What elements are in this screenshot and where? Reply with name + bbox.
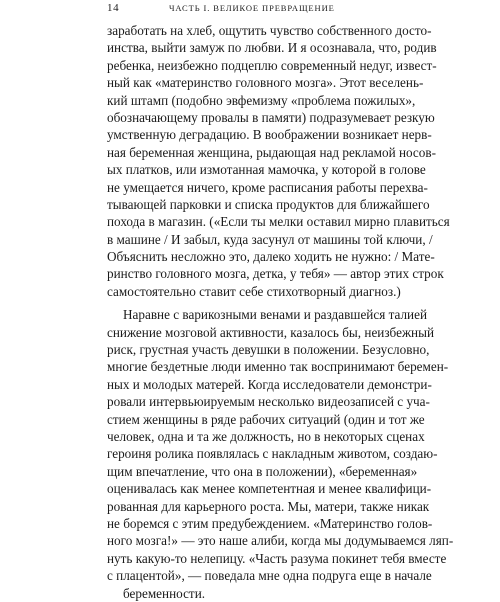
text-line: ных и молодых матерей. Когда исследователи демонстри- — [107, 376, 432, 392]
text-line: умственную деградацию. В воображении возникает нерв- — [107, 127, 432, 143]
text-line: ых платков, или измотанная мамочка, у которой в голове — [107, 162, 426, 178]
text-line: героиня ролика появлялась с накладным животом, создаю- — [107, 446, 438, 462]
paragraph — [107, 22, 450, 300]
text-line: кий штамп (подобно эвфемизму «проблема пожилых», — [107, 92, 416, 108]
text-line: в машине / И забыл, куда засунул от машины той ключи, / — [107, 231, 433, 247]
paragraph — [107, 306, 454, 602]
page-header — [107, 2, 407, 16]
text-line: многие бездетные люди именно так воспринимают беремен- — [107, 359, 449, 375]
text-line: ребенка, неизбежно подцеплю современный недуг, извест- — [107, 57, 437, 73]
text-line: щим впечатление, что она в положении), «беременная» — [107, 463, 418, 479]
running-head: ЧАСТЬ I. ВЕЛИКОЕ ПРЕВРАЩЕНИЕ — [169, 3, 335, 13]
text-line: с плацентой», — поведала мне одна подруга еще в начале — [107, 568, 432, 584]
text-line: стием женщины в ряде рабочих ситуаций (один и тот же — [107, 411, 425, 427]
text-line: заработать на хлеб, ощутить чувство собственного досто- — [107, 23, 432, 38]
text-line: ный как «материнство головного мозга». Этот веселень- — [107, 75, 424, 91]
text-line: рованная для карьерного роста. Мы, матери, также никак — [107, 498, 430, 514]
body-text — [107, 22, 454, 602]
text-line: оценивалась как менее компетентная и менее квалифици- — [107, 481, 432, 497]
text-line: Объяснить несложно это, далеко ходить не нужно: / Мате- — [107, 249, 435, 265]
text-line: снижение мозговой активности, казалось бы, неизбежный — [107, 324, 435, 340]
text-line: обозначающему провалы в памяти) подразумевает резкую — [107, 109, 435, 125]
text-line: не умещается ничего, кроме расписания работы перехва- — [107, 179, 428, 195]
text-line: человек, одна и та же должность, но в некоторых сценах — [107, 428, 425, 444]
text-line: тывающей парковки и списка продуктов для ближайшего — [107, 196, 430, 212]
text-line: ная беременная женщина, рыдающая над рекламой носов- — [107, 144, 436, 160]
text-line: инства, выйти замуж по любви. И я осознавала, что, родив — [107, 40, 437, 56]
text-line: ного мозга!» — это наше алиби, когда мы додумываемся ляп- — [107, 533, 454, 549]
text-line: самостоятельно ставит себе стихотворный диагноз.) — [107, 283, 401, 299]
text-line: не боремся с этим предубеждением. «Материнство голов- — [107, 515, 433, 531]
page-number: 14 — [107, 2, 120, 14]
text-line: похода в магазин. («Если ты мелки оставил мирно плавиться — [107, 214, 450, 230]
text-line: Наравне с варикозными венами и раздавшейся талией — [123, 307, 428, 323]
text-line: ринство головного мозга, детка, у тебя» — автор этих строк — [107, 266, 444, 282]
text-line: ровали интервьюируемым несколько видеозаписей с уча- — [107, 394, 430, 410]
text-line: нуть какую-то нелепицу. «Часть разума покинет тебя вместе — [107, 550, 447, 566]
text-line: риск, грустная участь девушки в положении. Безусловно, — [107, 342, 430, 358]
text-line: беременности. — [123, 585, 206, 601]
